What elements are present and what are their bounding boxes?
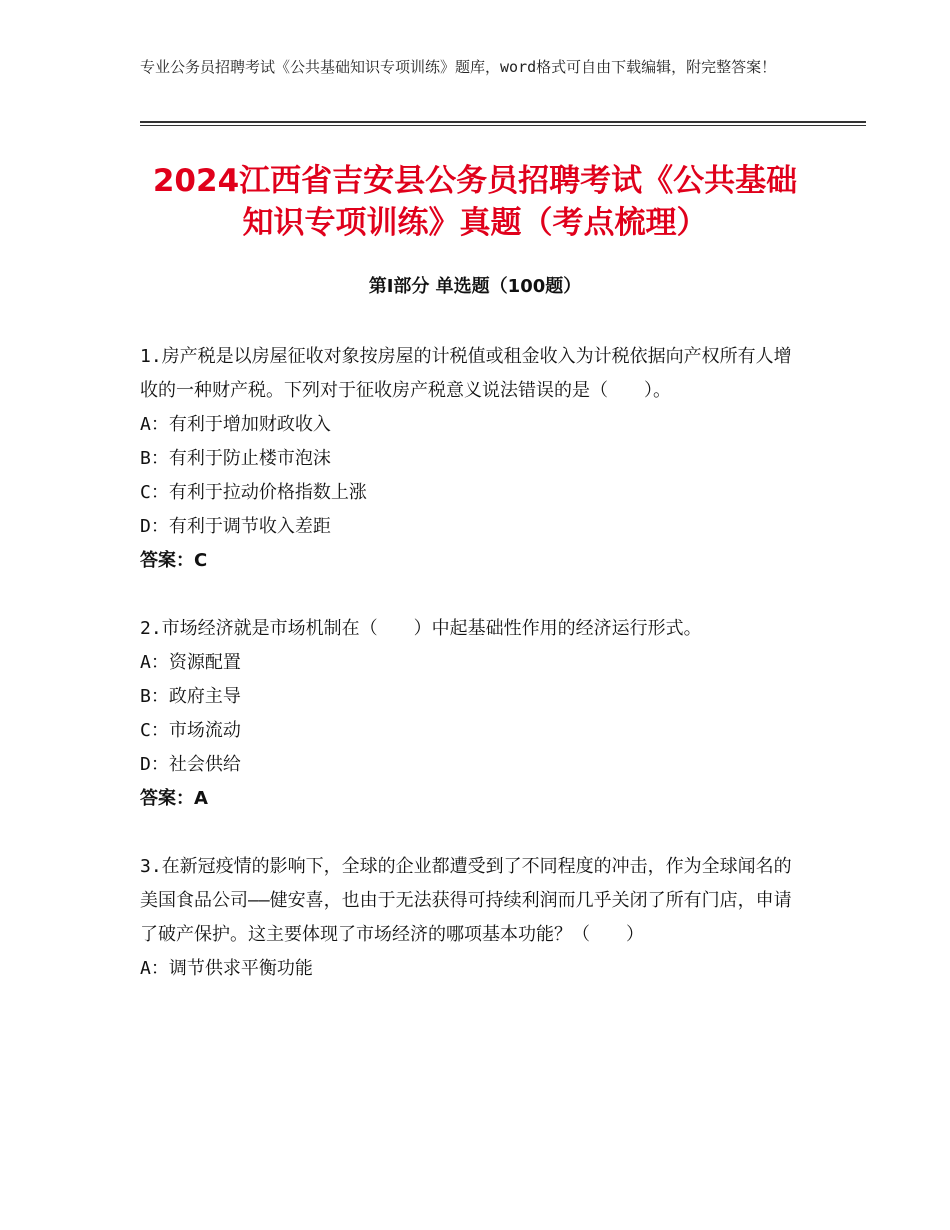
option-a: A：资源配置 bbox=[140, 652, 241, 673]
option-b: B：政府主导 bbox=[140, 686, 241, 707]
question-1 bbox=[140, 340, 800, 578]
header-rule-thick bbox=[140, 121, 866, 123]
question-list bbox=[140, 340, 800, 1020]
answer-label: 答案：A bbox=[140, 788, 208, 809]
option-d: D：有利于调节收入差距 bbox=[140, 516, 331, 537]
option-b: B：有利于防止楼市泡沫 bbox=[140, 448, 331, 469]
section-title: 第Ⅰ部分 单选题（100题） bbox=[368, 276, 582, 297]
header-note: 专业公务员招聘考试《公共基础知识专项训练》题库，word格式可自由下载编辑，附完整答案！ bbox=[140, 58, 777, 76]
question-text: 1.房产税是以房屋征收对象按房屋的计税值或租金收入为计税依据向产权所有人增收的一种财产税。下列对于征收房产税意义说法错误的是（ ）。 bbox=[140, 346, 792, 401]
question-text: 2.市场经济就是市场机制在（ ）中起基础性作用的经济运行形式。 bbox=[140, 618, 702, 639]
option-a: A：调节供求平衡功能 bbox=[140, 958, 313, 979]
option-a: A：有利于增加财政收入 bbox=[140, 414, 331, 435]
question-3 bbox=[140, 850, 800, 986]
question-2 bbox=[140, 612, 800, 816]
question-text: 3.在新冠疫情的影响下，全球的企业都遭受到了不同程度的冲击，作为全球闻名的美国食品公司——健安喜，也由于无法获得可持续利润而几乎关闭了所有门店，申请了破产保护。这主要体现了市场经济的哪项基本功能？（ ） bbox=[140, 856, 792, 945]
answer-label: 答案：C bbox=[140, 550, 208, 571]
header-rule-thin bbox=[140, 125, 866, 126]
document-title: 2024江西省吉安县公务员招聘考试《公共基础知识专项训练》真题（考点梳理） bbox=[152, 163, 798, 241]
option-c: C：有利于拉动价格指数上涨 bbox=[140, 482, 367, 503]
option-c: C：市场流动 bbox=[140, 720, 241, 741]
option-d: D：社会供给 bbox=[140, 754, 241, 775]
